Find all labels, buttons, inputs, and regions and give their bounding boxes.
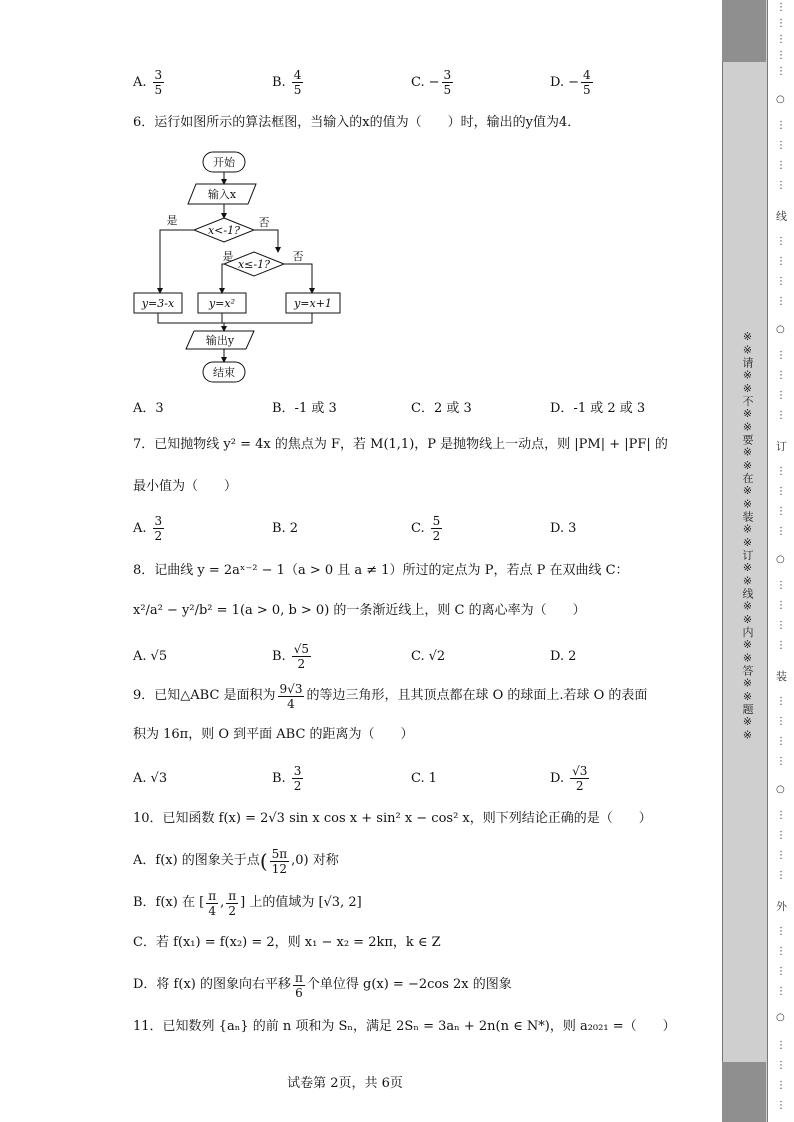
binding-strip-bottom bbox=[722, 1062, 766, 1122]
binding-label-ding: 订 bbox=[776, 440, 787, 453]
q7-stem-2: 最小值为（ ） bbox=[133, 479, 238, 494]
q9-options bbox=[133, 758, 673, 798]
q6-flowchart bbox=[128, 148, 358, 388]
q7-option-c[interactable]: C. $\frac{5}{2}$ bbox=[411, 513, 441, 543]
binding-strip-top bbox=[722, 0, 766, 62]
q6-option-c[interactable]: C．2 或 3 bbox=[411, 401, 472, 416]
no-answer-warning: ※※请※※不※※要※※在※※装※※订※※线※※内※※答※※题※※ bbox=[741, 330, 754, 742]
q8-option-b[interactable]: B. $\frac{√5}{2}$ bbox=[272, 641, 309, 671]
q10-option-b[interactable]: B．f(x) 在 [ $\frac{\pi}{4}$ , $\frac{\pi}{2}$ ] 上的值域为 [√3, 2] bbox=[133, 888, 362, 918]
q9-stem: 9．已知△ABC 是面积为 $\frac{9√3}{4}$ 的等边三角形，且其顶点都在球 O 的球面上.若球 O 的表面 bbox=[133, 681, 648, 711]
binding-label-wai: 外 bbox=[776, 900, 787, 913]
q9-option-d[interactable]: D. $\frac{√3}{2}$ bbox=[550, 763, 588, 793]
q8-option-d[interactable]: D. 2 bbox=[550, 648, 577, 664]
q8-option-c[interactable]: C. √2 bbox=[411, 648, 446, 664]
q6-stem: 6．运行如图所示的算法框图，当输入的x的值为（ ）时，输出的y值为4． bbox=[133, 115, 581, 130]
q9-stem-2: 积为 16π，则 O 到平面 ABC 的距离为（ ） bbox=[133, 727, 414, 742]
q8-stem-2: x²/a² − y²/b² = 1(a > 0, b > 0) 的一条渐近线上，则 C 的离心率为（ ） bbox=[133, 603, 586, 618]
q6-option-b[interactable]: B．-1 或 3 bbox=[272, 401, 337, 416]
q7-option-d[interactable]: D. 3 bbox=[550, 520, 577, 536]
binding-circle-5: ○ bbox=[776, 1012, 785, 1023]
flow-end: 结束 bbox=[213, 366, 235, 379]
flow-no-1: 否 bbox=[258, 216, 270, 229]
binding-circle-3: ○ bbox=[776, 554, 785, 565]
binding-circle-4: ○ bbox=[776, 784, 785, 795]
flow-yes-2: 是 bbox=[222, 250, 234, 263]
q5-option-d[interactable]: D. − $\frac{4}{5}$ bbox=[550, 67, 591, 97]
flow-cond1: x<-1? bbox=[207, 224, 241, 237]
q10-option-a[interactable]: A．f(x) 的图象关于点 ( $\frac{5\pi}{12}$ ,0) 对称 bbox=[133, 846, 339, 876]
flow-box2: y=x² bbox=[208, 297, 236, 310]
binding-circle-1: ○ bbox=[776, 94, 785, 105]
binding-circle-2: ○ bbox=[776, 324, 785, 335]
flow-cond2: x≤-1? bbox=[237, 258, 271, 271]
q9-option-c[interactable]: C. 1 bbox=[411, 770, 437, 786]
q5-option-a[interactable]: A. $\frac{3}{5}$ bbox=[133, 67, 163, 97]
q10-stem: 10．已知函数 f(x) = 2√3 sin x cos x + sin² x − cos² x，则下列结论正确的是（ ） bbox=[133, 811, 652, 826]
q10-option-d[interactable]: D．将 f(x) 的图象向右平移 $\frac{\pi}{6}$ 个单位得 g(x) = −2cos 2x 的图象 bbox=[133, 970, 512, 1000]
binding-label-zhuang: 装 bbox=[776, 670, 787, 683]
q7-option-b[interactable]: B. 2 bbox=[272, 520, 298, 536]
q5-options bbox=[133, 62, 673, 102]
page-footer: 试卷第 2页，共 6页 bbox=[287, 1076, 403, 1091]
q8-stem: 8．记曲线 y = 2aˣ⁻² − 1（a > 0 且 a ≠ 1）所过的定点为 P，若点 P 在双曲线 C： bbox=[133, 563, 629, 578]
flow-yes-1: 是 bbox=[166, 214, 178, 227]
q9-option-a[interactable]: A. √3 bbox=[133, 770, 168, 786]
q5-option-b[interactable]: B. $\frac{4}{5}$ bbox=[272, 67, 302, 97]
q6-option-a[interactable]: A．3 bbox=[133, 401, 164, 416]
q8-option-a[interactable]: A. √5 bbox=[133, 648, 168, 664]
q6-option-d[interactable]: D．-1 或 2 或 3 bbox=[550, 401, 646, 416]
flow-box1: y=3-x bbox=[141, 297, 175, 310]
flow-no-2: 否 bbox=[292, 250, 304, 263]
binding-line: ⋮ ⋮ ⋮ ⋮ ⋮ ○ ⋮ ⋮ ⋮ ⋮ 线 ⋮ ⋮ ⋮ ⋮ ○ ⋮ ⋮ ⋮ ⋮ 订 ⋮ ⋮ ⋮ ⋮ ○ ⋮ ⋮ ⋮ ⋮ 装 ⋮ ⋮ ⋮ ⋮ ○ ⋮ ⋮ ⋮ ⋮ 外 ⋮ ⋮ ⋮ ⋮ ○ ⋮ ⋮ ⋮ ⋮ bbox=[776, 2, 787, 1111]
q10-option-c[interactable]: C．若 f(x₁) = f(x₂) = 2，则 x₁ − x₂ = 2kπ，k ∈ Z bbox=[133, 935, 441, 950]
q9-option-b[interactable]: B. $\frac{3}{2}$ bbox=[272, 763, 302, 793]
q7-option-a[interactable]: A. $\frac{3}{2}$ bbox=[133, 513, 163, 543]
q11-stem: 11．已知数列 {aₙ} 的前 n 项和为 Sₙ，满足 2Sₙ = 3aₙ + 2n(n ∈ N*)，则 a₂₀₂₁ =（ ） bbox=[133, 1019, 676, 1034]
binding-label-line: 线 bbox=[776, 210, 787, 223]
flow-start: 开始 bbox=[213, 156, 235, 169]
q7-options bbox=[133, 508, 673, 548]
q8-options bbox=[133, 636, 673, 676]
flow-output: 输出y bbox=[205, 334, 235, 347]
flow-input: 输入x bbox=[207, 188, 237, 201]
q7-stem: 7．已知抛物线 y² = 4x 的焦点为 F，若 M(1,1)，P 是抛物线上一动点，则 |PM| + |PF| 的 bbox=[133, 437, 668, 452]
flow-box3: y=x+1 bbox=[294, 297, 332, 310]
q5-option-c[interactable]: C. − $\frac{3}{5}$ bbox=[411, 67, 452, 97]
